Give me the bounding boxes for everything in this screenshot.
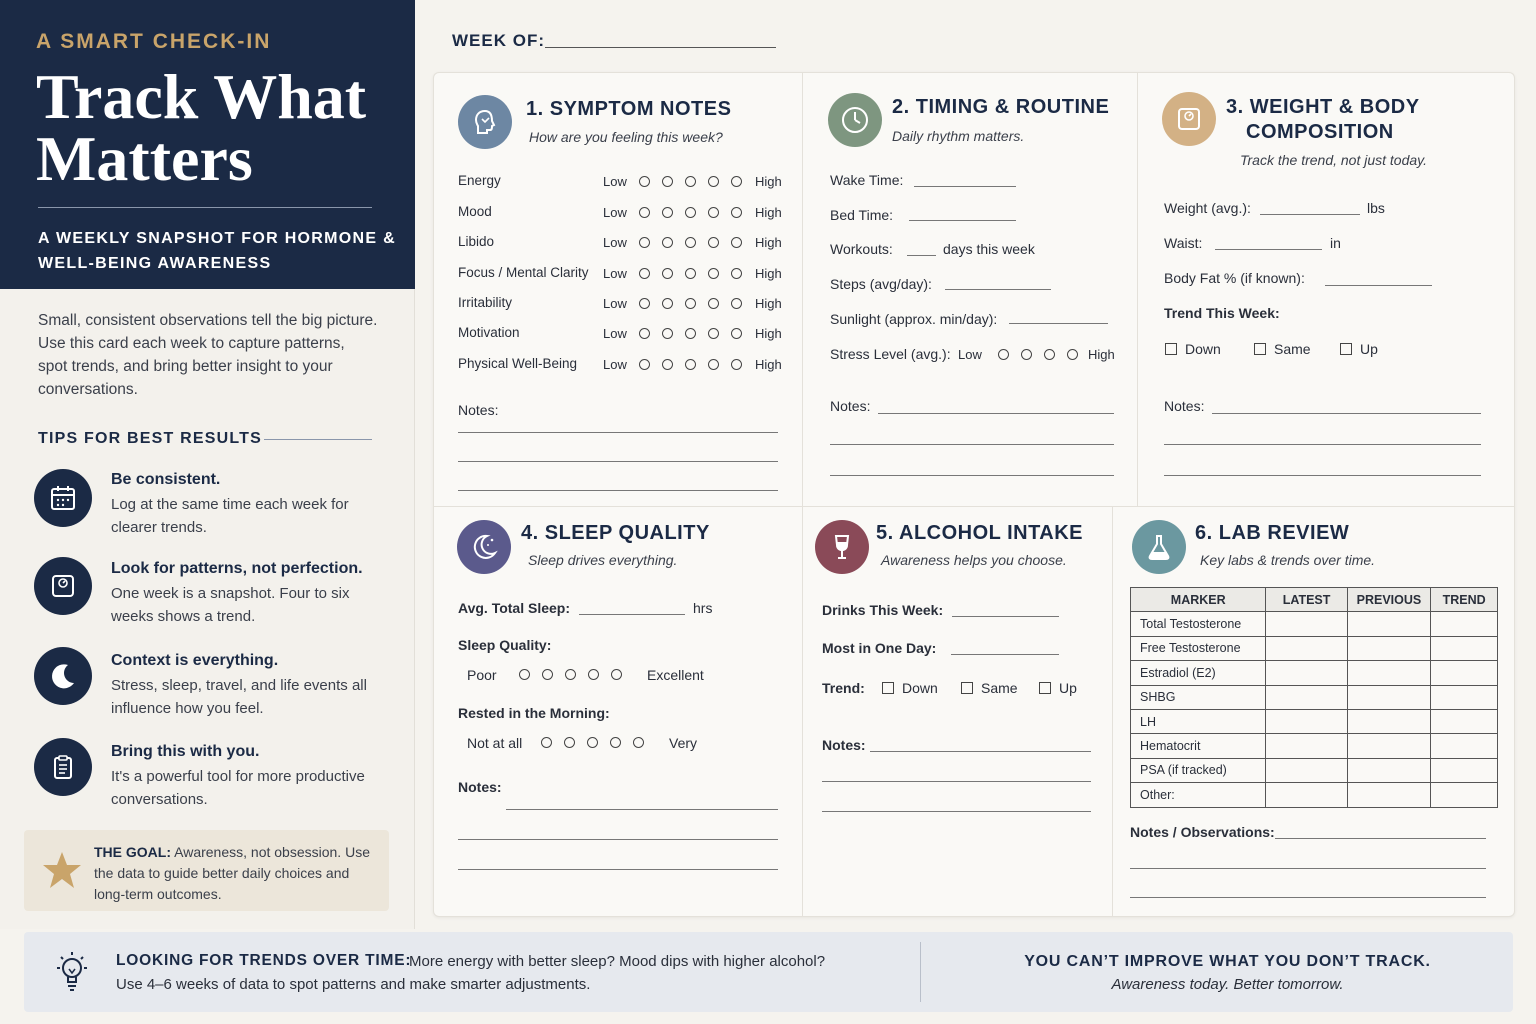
divider bbox=[802, 507, 803, 916]
rating-option[interactable] bbox=[662, 359, 673, 370]
section-title: 5. ALCOHOL INTAKE bbox=[876, 522, 1084, 544]
latest-cell[interactable] bbox=[1266, 636, 1347, 660]
notes-line[interactable] bbox=[1164, 444, 1481, 445]
wake-time-label: Wake Time: bbox=[830, 172, 904, 188]
sleep-total-label: Avg. Total Sleep: bbox=[458, 600, 571, 616]
notes-line[interactable] bbox=[1164, 475, 1481, 476]
latest-cell[interactable] bbox=[1266, 661, 1347, 685]
drinks-week-label: Drinks This Week: bbox=[822, 602, 944, 618]
rating-option[interactable] bbox=[662, 268, 673, 279]
marker-name: Other: bbox=[1131, 783, 1266, 807]
trends-heading: LOOKING FOR TRENDS OVER TIME: bbox=[116, 952, 412, 969]
latest-cell[interactable] bbox=[1266, 734, 1347, 758]
checkbox-label: Down bbox=[1185, 341, 1221, 357]
symptom-scale bbox=[639, 207, 742, 218]
workouts-suffix: days this week bbox=[943, 241, 1035, 257]
scale-low-label: Low bbox=[603, 174, 627, 189]
wine-glass-icon bbox=[815, 520, 869, 574]
rested-label: Rested in the Morning: bbox=[458, 705, 610, 721]
moon-icon bbox=[34, 647, 92, 705]
trend-cell[interactable] bbox=[1431, 612, 1498, 636]
rating-option[interactable] bbox=[731, 237, 742, 248]
section-title: 2. TIMING & ROUTINE bbox=[892, 96, 1110, 118]
trend-cell[interactable] bbox=[1431, 661, 1498, 685]
symptom-scale bbox=[639, 176, 742, 187]
week-of-field[interactable] bbox=[545, 47, 776, 48]
bed-time-label: Bed Time: bbox=[830, 207, 894, 223]
scale-very-label: Very bbox=[669, 735, 698, 751]
latest-cell[interactable] bbox=[1266, 783, 1347, 807]
waist-field[interactable] bbox=[1215, 249, 1322, 250]
notes-line[interactable] bbox=[878, 413, 1114, 414]
table-row bbox=[1131, 758, 1498, 782]
scale-low-label: Low bbox=[603, 326, 627, 341]
flask-icon bbox=[1132, 520, 1186, 574]
divider bbox=[802, 73, 803, 506]
rating-option[interactable] bbox=[662, 237, 673, 248]
rating-option[interactable] bbox=[708, 176, 719, 187]
tip-text: Stress, sleep, travel, and life events all influence how you feel. bbox=[111, 677, 367, 717]
rating-option[interactable] bbox=[731, 176, 742, 187]
divider bbox=[920, 942, 921, 1002]
rating-option[interactable] bbox=[708, 298, 719, 309]
notes-line[interactable] bbox=[822, 811, 1091, 812]
trend-label: Trend This Week: bbox=[1164, 305, 1280, 321]
bodyfat-label: Body Fat % (if known): bbox=[1164, 270, 1305, 286]
weight-label: Weight (avg.): bbox=[1164, 200, 1251, 216]
table-row bbox=[1131, 661, 1498, 685]
checkbox-label: Up bbox=[1059, 680, 1077, 696]
section-subtitle: Daily rhythm matters. bbox=[892, 128, 1025, 144]
goal-body: Awareness, not obsession. Use the data to guide better daily choices and long-term outcomes. bbox=[94, 844, 370, 902]
rating-option[interactable] bbox=[542, 669, 553, 680]
trend-cell[interactable] bbox=[1431, 758, 1498, 782]
waist-unit: in bbox=[1330, 235, 1341, 251]
rating-option[interactable] bbox=[708, 207, 719, 218]
tip-title: Bring this with you. bbox=[111, 743, 260, 760]
lightbulb-icon bbox=[52, 950, 92, 999]
trends-text-2: Use 4–6 weeks of data to spot patterns and make smarter adjustments. bbox=[116, 976, 591, 993]
scale-low-label: Low bbox=[603, 235, 627, 250]
scale-high-label: High bbox=[755, 326, 782, 341]
previous-cell[interactable] bbox=[1347, 709, 1431, 733]
notes-line[interactable] bbox=[1130, 897, 1486, 898]
sunlight-label: Sunlight (approx. min/day): bbox=[830, 311, 998, 327]
trend-cell[interactable] bbox=[1431, 636, 1498, 660]
steps-field[interactable] bbox=[945, 289, 1051, 290]
previous-cell[interactable] bbox=[1347, 661, 1431, 685]
marker-name: Hematocrit bbox=[1131, 734, 1266, 758]
symptom-label: Motivation bbox=[458, 325, 520, 340]
previous-cell[interactable] bbox=[1347, 612, 1431, 636]
trend-up-checkbox[interactable] bbox=[1039, 682, 1051, 694]
scale-low-label: Low bbox=[603, 266, 627, 281]
hero-subtitle: A WEEKLY SNAPSHOT FOR HORMONE & WELL-BEING AWARENESS bbox=[38, 230, 396, 272]
rating-option[interactable] bbox=[639, 359, 650, 370]
tip-text: One week is a snapshot. Four to six weeks shows a trend. bbox=[111, 585, 350, 625]
rating-option[interactable] bbox=[685, 207, 696, 218]
scale-poor-label: Poor bbox=[467, 667, 497, 683]
section-title: 3. WEIGHT & BODY bbox=[1226, 96, 1420, 118]
rating-option[interactable] bbox=[1021, 349, 1032, 360]
rating-option[interactable] bbox=[639, 328, 650, 339]
bed-time-field[interactable] bbox=[909, 220, 1016, 221]
tagline: YOU CAN’T IMPROVE WHAT YOU DON’T TRACK. bbox=[1024, 953, 1431, 970]
section-subtitle: Awareness helps you choose. bbox=[881, 552, 1067, 568]
trend-cell[interactable] bbox=[1431, 734, 1498, 758]
section-subtitle: Track the trend, not just today. bbox=[1240, 152, 1428, 168]
scale-high-label: High bbox=[1088, 347, 1115, 362]
symptom-label: Physical Well-Being bbox=[458, 356, 578, 371]
scale-high-label: High bbox=[755, 296, 782, 311]
notes-line[interactable] bbox=[1130, 868, 1486, 869]
trend-down-checkbox[interactable] bbox=[1165, 343, 1177, 355]
notes-label: Notes: bbox=[458, 402, 499, 418]
rating-option[interactable] bbox=[708, 237, 719, 248]
stress-scale bbox=[998, 349, 1078, 360]
scale-not-at-all-label: Not at all bbox=[467, 735, 523, 751]
wake-time-field[interactable] bbox=[914, 186, 1016, 187]
section-title: COMPOSITION bbox=[1246, 121, 1394, 143]
rating-option[interactable] bbox=[731, 328, 742, 339]
column-header: PREVIOUS bbox=[1347, 588, 1431, 612]
calendar-icon bbox=[34, 469, 92, 527]
notes-line[interactable] bbox=[458, 461, 778, 462]
rating-option[interactable] bbox=[565, 669, 576, 680]
trend-same-checkbox[interactable] bbox=[961, 682, 973, 694]
rating-option[interactable] bbox=[662, 298, 673, 309]
rating-option[interactable] bbox=[998, 349, 1009, 360]
week-of-label: WEEK OF: bbox=[452, 31, 545, 50]
star-icon bbox=[42, 851, 82, 894]
waist-label: Waist: bbox=[1164, 235, 1203, 251]
latest-cell[interactable] bbox=[1266, 685, 1347, 709]
notes-line[interactable] bbox=[870, 751, 1091, 752]
tips-heading: TIPS FOR BEST RESULTS bbox=[38, 430, 263, 447]
scale-high-label: High bbox=[755, 205, 782, 220]
rested-scale bbox=[541, 737, 644, 748]
symptom-label: Mood bbox=[458, 204, 492, 219]
tips-divider bbox=[264, 439, 372, 440]
clipboard-icon bbox=[34, 738, 92, 796]
lab-table bbox=[1130, 587, 1498, 808]
table-row bbox=[1131, 612, 1498, 636]
rating-option[interactable] bbox=[639, 268, 650, 279]
symptom-scale bbox=[639, 268, 742, 279]
rating-option[interactable] bbox=[731, 298, 742, 309]
previous-cell[interactable] bbox=[1347, 783, 1431, 807]
latest-cell[interactable] bbox=[1266, 709, 1347, 733]
symptom-scale bbox=[639, 298, 742, 309]
rating-option[interactable] bbox=[685, 328, 696, 339]
most-one-day-label: Most in One Day: bbox=[822, 640, 937, 656]
symptom-scale bbox=[639, 328, 742, 339]
trend-cell[interactable] bbox=[1431, 783, 1498, 807]
notes-label: Notes: bbox=[830, 398, 871, 414]
notes-line[interactable] bbox=[830, 475, 1114, 476]
table-row bbox=[1131, 734, 1498, 758]
rating-option[interactable] bbox=[685, 298, 696, 309]
tip-text: Log at the same time each week for clearer trends. bbox=[111, 496, 349, 536]
scale-high-label: High bbox=[755, 235, 782, 250]
divider bbox=[1137, 73, 1138, 506]
rating-option[interactable] bbox=[708, 268, 719, 279]
hero-kicker: A SMART CHECK-IN bbox=[36, 30, 272, 53]
rating-option[interactable] bbox=[639, 237, 650, 248]
marker-name: PSA (if tracked) bbox=[1131, 758, 1266, 782]
column-header: LATEST bbox=[1266, 588, 1347, 612]
rating-option[interactable] bbox=[685, 268, 696, 279]
rating-option[interactable] bbox=[611, 669, 622, 680]
rating-option[interactable] bbox=[685, 237, 696, 248]
steps-label: Steps (avg/day): bbox=[830, 276, 932, 292]
rating-option[interactable] bbox=[662, 328, 673, 339]
marker-name: Total Testosterone bbox=[1131, 612, 1266, 636]
sleep-total-unit: hrs bbox=[693, 600, 713, 616]
scale-low-label: Low bbox=[603, 357, 627, 372]
notes-line[interactable] bbox=[830, 444, 1114, 445]
previous-cell[interactable] bbox=[1347, 636, 1431, 660]
marker-name: Free Testosterone bbox=[1131, 636, 1266, 660]
marker-name: Estradiol (E2) bbox=[1131, 661, 1266, 685]
notes-line[interactable] bbox=[458, 432, 778, 433]
symptom-scale bbox=[639, 359, 742, 370]
stress-label: Stress Level (avg.): bbox=[830, 346, 951, 362]
alcohol-trend-label: Trend: bbox=[822, 680, 865, 696]
scale-low-label: Low bbox=[603, 205, 627, 220]
symptom-label: Energy bbox=[458, 173, 501, 188]
latest-cell[interactable] bbox=[1266, 612, 1347, 636]
scale-icon bbox=[34, 557, 92, 615]
rating-option[interactable] bbox=[708, 328, 719, 339]
divider bbox=[434, 506, 1514, 507]
notes-label: Notes: bbox=[822, 737, 866, 753]
previous-cell[interactable] bbox=[1347, 685, 1431, 709]
rating-option[interactable] bbox=[541, 737, 552, 748]
notes-line[interactable] bbox=[1212, 413, 1481, 414]
notes-line[interactable] bbox=[458, 490, 778, 491]
tip-title: Look for patterns, not perfection. bbox=[111, 560, 363, 577]
section-subtitle: How are you feeling this week? bbox=[529, 129, 723, 145]
rating-option[interactable] bbox=[639, 176, 650, 187]
checkbox-label: Down bbox=[902, 680, 938, 696]
lab-notes-label: Notes / Observations: bbox=[1130, 824, 1275, 840]
rating-option[interactable] bbox=[588, 669, 599, 680]
notes-line[interactable] bbox=[458, 869, 778, 870]
clock-icon bbox=[828, 93, 882, 147]
weight-field[interactable] bbox=[1260, 214, 1360, 215]
rating-option[interactable] bbox=[662, 176, 673, 187]
checkbox-label: Same bbox=[981, 680, 1018, 696]
trend-cell[interactable] bbox=[1431, 685, 1498, 709]
scale-high-label: High bbox=[755, 174, 782, 189]
section-title: 1. SYMPTOM NOTES bbox=[526, 98, 732, 120]
scale-excellent-label: Excellent bbox=[647, 667, 704, 683]
table-row bbox=[1131, 685, 1498, 709]
tagline-sub: Awareness today. Better tomorrow. bbox=[1111, 976, 1344, 993]
goal-label: THE GOAL: bbox=[94, 844, 171, 860]
scale-low-label: Low bbox=[958, 347, 982, 362]
drinks-week-field[interactable] bbox=[952, 616, 1059, 617]
trend-same-checkbox[interactable] bbox=[1254, 343, 1266, 355]
rating-option[interactable] bbox=[662, 207, 673, 218]
checkbox-label: Same bbox=[1274, 341, 1311, 357]
table-row bbox=[1131, 709, 1498, 733]
scale-low-label: Low bbox=[603, 296, 627, 311]
sleep-total-field[interactable] bbox=[579, 614, 685, 615]
table-row bbox=[1131, 783, 1498, 807]
sunlight-field[interactable] bbox=[1009, 323, 1108, 324]
previous-cell[interactable] bbox=[1347, 758, 1431, 782]
checkbox-label: Up bbox=[1360, 341, 1378, 357]
marker-name: LH bbox=[1131, 709, 1266, 733]
rating-option[interactable] bbox=[731, 359, 742, 370]
head-profile-icon bbox=[458, 95, 512, 149]
symptom-label: Irritability bbox=[458, 295, 513, 310]
moon-stars-icon bbox=[457, 520, 511, 574]
tip-title: Context is everything. bbox=[111, 652, 279, 669]
rating-option[interactable] bbox=[519, 669, 530, 680]
section-title: 4. SLEEP QUALITY bbox=[521, 522, 710, 544]
rating-option[interactable] bbox=[639, 298, 650, 309]
rating-option[interactable] bbox=[639, 207, 650, 218]
workouts-field[interactable] bbox=[907, 255, 936, 256]
table-row bbox=[1131, 636, 1498, 660]
rating-option[interactable] bbox=[610, 737, 621, 748]
scale-icon bbox=[1162, 92, 1216, 146]
section-subtitle: Sleep drives everything. bbox=[528, 552, 678, 568]
intro-text: Small, consistent observations tell the big picture. Use this card each week to capture patterns, spot trends, and bring better insight to your conversations. bbox=[38, 312, 378, 398]
hero-divider bbox=[38, 207, 372, 208]
notes-label: Notes: bbox=[458, 779, 502, 795]
trend-up-checkbox[interactable] bbox=[1340, 343, 1352, 355]
column-header: MARKER bbox=[1131, 588, 1266, 612]
rating-option[interactable] bbox=[587, 737, 598, 748]
section-title: 6. LAB REVIEW bbox=[1195, 522, 1350, 544]
scale-high-label: High bbox=[755, 266, 782, 281]
marker-name: SHBG bbox=[1131, 685, 1266, 709]
notes-line[interactable] bbox=[1275, 838, 1486, 839]
trend-cell[interactable] bbox=[1431, 709, 1498, 733]
trend-down-checkbox[interactable] bbox=[882, 682, 894, 694]
bodyfat-field[interactable] bbox=[1325, 285, 1432, 286]
rating-option[interactable] bbox=[1044, 349, 1055, 360]
most-one-day-field[interactable] bbox=[951, 654, 1059, 655]
rating-option[interactable] bbox=[1067, 349, 1078, 360]
notes-line[interactable] bbox=[458, 839, 778, 840]
workouts-label: Workouts: bbox=[830, 241, 893, 257]
symptom-label: Focus / Mental Clarity bbox=[458, 265, 589, 280]
sleep-quality-scale bbox=[519, 669, 622, 680]
rating-option[interactable] bbox=[731, 268, 742, 279]
notes-line[interactable] bbox=[506, 809, 778, 810]
symptom-scale bbox=[639, 237, 742, 248]
previous-cell[interactable] bbox=[1347, 734, 1431, 758]
latest-cell[interactable] bbox=[1266, 758, 1347, 782]
scale-high-label: High bbox=[755, 357, 782, 372]
rating-option[interactable] bbox=[731, 207, 742, 218]
divider bbox=[1112, 507, 1113, 916]
column-header: TREND bbox=[1431, 588, 1498, 612]
symptom-label: Libido bbox=[458, 234, 495, 249]
rating-option[interactable] bbox=[708, 359, 719, 370]
hero-title: Track What Matters bbox=[36, 61, 367, 194]
tip-title: Be consistent. bbox=[111, 471, 221, 488]
goal-text bbox=[94, 842, 384, 905]
rating-option[interactable] bbox=[685, 359, 696, 370]
notes-label: Notes: bbox=[1164, 398, 1205, 414]
sleep-quality-label: Sleep Quality: bbox=[458, 637, 552, 653]
rating-option[interactable] bbox=[564, 737, 575, 748]
rating-option[interactable] bbox=[685, 176, 696, 187]
bottom-banner bbox=[24, 932, 1513, 1012]
trends-text-1: More energy with better sleep? Mood dips with higher alcohol? bbox=[409, 953, 826, 970]
section-subtitle: Key labs & trends over time. bbox=[1200, 552, 1376, 568]
weight-unit: lbs bbox=[1367, 200, 1385, 216]
tip-text: It's a powerful tool for more productive conversations. bbox=[111, 768, 365, 808]
notes-line[interactable] bbox=[822, 781, 1091, 782]
rating-option[interactable] bbox=[633, 737, 644, 748]
